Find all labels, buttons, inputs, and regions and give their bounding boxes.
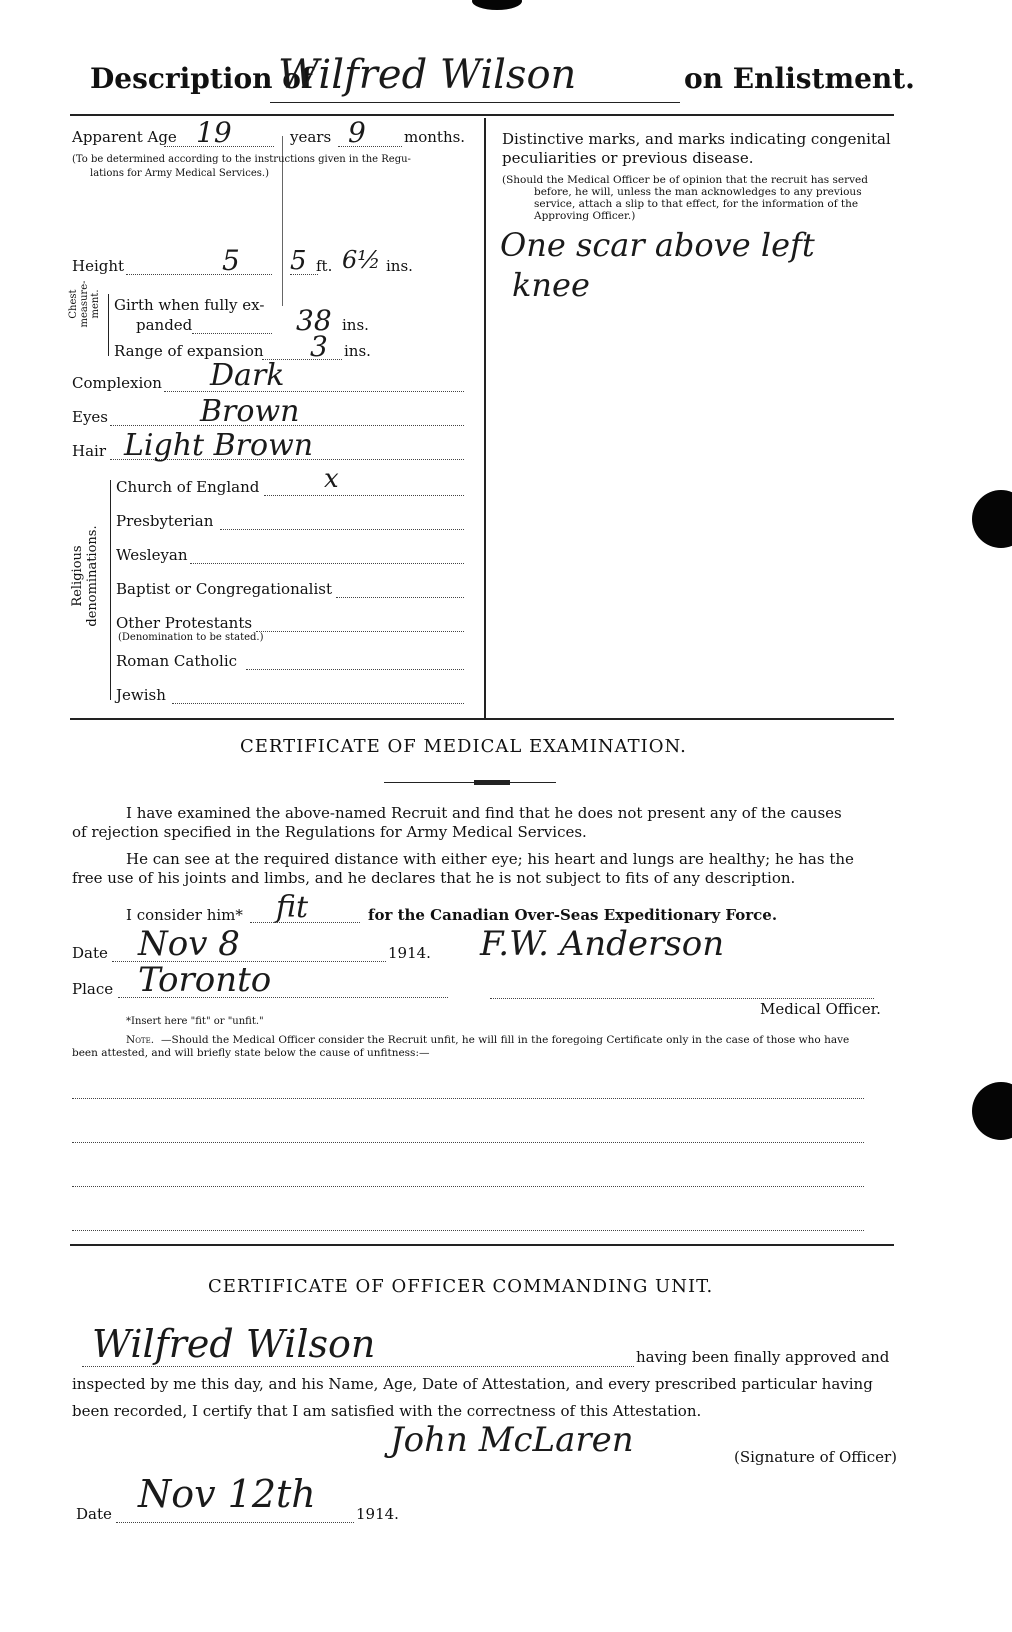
age-years-value: 19 bbox=[196, 116, 232, 149]
religion-item-other-protestants: Other Protestants bbox=[116, 614, 253, 632]
ft-label: ft. bbox=[316, 257, 333, 275]
range-unit: ins. bbox=[344, 342, 371, 360]
religion-line-5 bbox=[256, 631, 464, 632]
commanding-date-label: Date bbox=[76, 1505, 112, 1523]
unfitness-line-1 bbox=[72, 1098, 864, 1099]
eyes-value: Brown bbox=[200, 394, 300, 429]
medical-certificate-title: CERTIFICATE OF MEDICAL EXAMINATION. bbox=[240, 736, 687, 757]
commanding-line1-suffix: having been finally approved and bbox=[636, 1348, 890, 1366]
chest-line2: measure- bbox=[79, 280, 90, 328]
height-line bbox=[126, 274, 272, 275]
girth-value: 38 bbox=[296, 304, 332, 337]
religion-item-presbyterian: Presbyterian bbox=[116, 512, 214, 530]
religion-item-jewish: Jewish bbox=[116, 686, 166, 704]
religion-line-1 bbox=[264, 495, 464, 496]
marks-heading-2: peculiarities or previous disease. bbox=[502, 149, 754, 167]
hair-label: Hair bbox=[72, 442, 106, 460]
commanding-certificate-title: CERTIFICATE OF OFFICER COMMANDING UNIT. bbox=[208, 1276, 714, 1297]
marks-entry-1: One scar above left bbox=[500, 226, 815, 264]
height-feet-value: 5 bbox=[222, 244, 240, 277]
consider-suffix: for the Canadian Over-Seas Expeditionary Force. bbox=[368, 906, 778, 924]
girth-label-2: panded bbox=[136, 316, 193, 334]
commanding-name-line bbox=[82, 1366, 634, 1367]
church-of-england-mark: x bbox=[324, 464, 339, 494]
top-rule bbox=[70, 114, 894, 116]
medical-para1-line1: I have examined the above-named Recruit and find that he does not present any of the causes bbox=[126, 804, 842, 822]
medical-para1-line2: of rejection specified in the Regulations for Army Medical Services. bbox=[72, 823, 587, 841]
medical-date-year: 1914. bbox=[388, 944, 431, 962]
note-line-2: been attested, and will briefly state below the cause of unfitness:— bbox=[72, 1047, 430, 1059]
recruit-name: Wilfred Wilson bbox=[278, 52, 577, 98]
religion-item-roman-catholic: Roman Catholic bbox=[116, 652, 238, 670]
commanding-recruit-name: Wilfred Wilson bbox=[92, 1322, 376, 1366]
age-note-line1: (To be determined according to the instructions given in the Regu- bbox=[72, 154, 411, 165]
consider-value: fit bbox=[276, 890, 309, 925]
medical-date-label: Date bbox=[72, 944, 108, 962]
range-label: Range of expansion bbox=[114, 342, 264, 360]
unfitness-line-3 bbox=[72, 1186, 864, 1187]
marks-note-3: service, attach a slip to that effect, for the information of the bbox=[534, 198, 859, 210]
months-label: months. bbox=[404, 128, 466, 146]
title-prefix: Description of bbox=[90, 62, 313, 95]
hair-value: Light Brown bbox=[124, 428, 314, 463]
marks-note-2: before, he will, unless the man acknowledges to any previous bbox=[534, 186, 862, 198]
medical-signature-line bbox=[490, 998, 874, 999]
girth-line bbox=[192, 333, 272, 334]
religion-bracket bbox=[110, 480, 111, 700]
title-divider-thick bbox=[474, 780, 510, 785]
range-value: 3 bbox=[310, 330, 328, 363]
marks-note-1: (Should the Medical Officer be of opinion that the recruit has served bbox=[502, 174, 868, 186]
commanding-line3: been recorded, I certify that I am satisfied with the correctness of this Attestation. bbox=[72, 1402, 702, 1420]
punch-hole-lower bbox=[972, 1082, 1012, 1140]
section-rule-1 bbox=[70, 718, 894, 720]
complexion-line bbox=[164, 391, 464, 392]
marks-heading-1: Distinctive marks, and marks indicating congenital bbox=[502, 130, 891, 148]
commanding-date-line bbox=[116, 1522, 354, 1523]
religion-item-baptist: Baptist or Congregationalist bbox=[116, 580, 332, 598]
section-rule-2 bbox=[70, 1244, 894, 1246]
note-line-1: —Should the Medical Officer consider the Recruit unfit, he will fill in the foregoing Certificate only in the case of those who have bbox=[161, 1034, 850, 1046]
height-inches-value: 6½ bbox=[342, 246, 381, 274]
medical-date-value: Nov 8 bbox=[138, 924, 240, 964]
commanding-date-value: Nov 12th bbox=[138, 1472, 316, 1516]
chest-line1: Chest bbox=[68, 289, 79, 319]
medical-place-label: Place bbox=[72, 980, 114, 998]
chest-bracket bbox=[108, 294, 109, 356]
note-label: Note. bbox=[126, 1034, 155, 1046]
ins-label: ins. bbox=[386, 257, 413, 275]
unfitness-line-4 bbox=[72, 1230, 864, 1231]
religion-group-label bbox=[70, 516, 100, 636]
religion-item-church-of-england: Church of England bbox=[116, 478, 260, 496]
years-label: years bbox=[290, 128, 332, 146]
marks-entry-2: knee bbox=[512, 266, 590, 304]
commanding-date-year: 1914. bbox=[356, 1505, 399, 1523]
religion-line-6 bbox=[246, 669, 464, 670]
girth-label-1: Girth when fully ex- bbox=[114, 296, 265, 314]
eyes-label: Eyes bbox=[72, 408, 108, 426]
age-note-line2: lations for Army Medical Services.) bbox=[90, 168, 269, 179]
top-binding-mark bbox=[472, 0, 522, 10]
column-divider bbox=[484, 118, 486, 718]
chest-measurement-label bbox=[68, 274, 101, 334]
apparent-age-label: Apparent Age bbox=[72, 128, 177, 146]
title-divider-thin bbox=[384, 782, 556, 783]
name-underline bbox=[270, 102, 680, 103]
religion-group-line2: denominations. bbox=[85, 525, 100, 627]
religion-line-2 bbox=[220, 529, 464, 530]
complexion-value: Dark bbox=[210, 358, 285, 393]
commanding-line2: inspected by me this day, and his Name, Age, Date of Attestation, and every prescribed particular having bbox=[72, 1375, 873, 1393]
chest-line3: ment. bbox=[90, 289, 101, 319]
unfitness-line-2 bbox=[72, 1142, 864, 1143]
complexion-label: Complexion bbox=[72, 374, 162, 392]
marks-note-4: Approving Officer.) bbox=[534, 210, 636, 222]
age-months-value: 9 bbox=[348, 116, 366, 149]
religion-line-7 bbox=[172, 703, 464, 704]
religion-line-3 bbox=[190, 563, 464, 564]
title-suffix: on Enlistment. bbox=[684, 62, 915, 95]
religion-item-wesleyan: Wesleyan bbox=[116, 546, 188, 564]
other-denomination-note: (Denomination to be stated.) bbox=[118, 632, 264, 643]
girth-unit: ins. bbox=[342, 316, 369, 334]
height-label: Height bbox=[72, 257, 125, 275]
medical-place-value: Toronto bbox=[138, 960, 272, 1000]
medical-para2-line2: free use of his joints and limbs, and he declares that he is not subject to fits of any description. bbox=[72, 869, 796, 887]
punch-hole-upper bbox=[972, 490, 1012, 548]
medical-officer-label: Medical Officer. bbox=[760, 1000, 881, 1018]
religion-line-4 bbox=[336, 597, 464, 598]
consider-prefix: I consider him* bbox=[126, 906, 243, 924]
commanding-officer-signature: John McLaren bbox=[390, 1420, 634, 1460]
religion-group-line1: Religious bbox=[70, 545, 85, 607]
signature-of-officer-label: (Signature of Officer) bbox=[734, 1448, 898, 1466]
insert-note: *Insert here "fit" or "unfit." bbox=[126, 1016, 264, 1027]
medical-para2-line1: He can see at the required distance with either eye; his heart and lungs are healthy; he has the bbox=[126, 850, 854, 868]
medical-officer-signature: F.W. Anderson bbox=[480, 924, 725, 964]
height-ft-digit: 5 bbox=[290, 246, 307, 276]
